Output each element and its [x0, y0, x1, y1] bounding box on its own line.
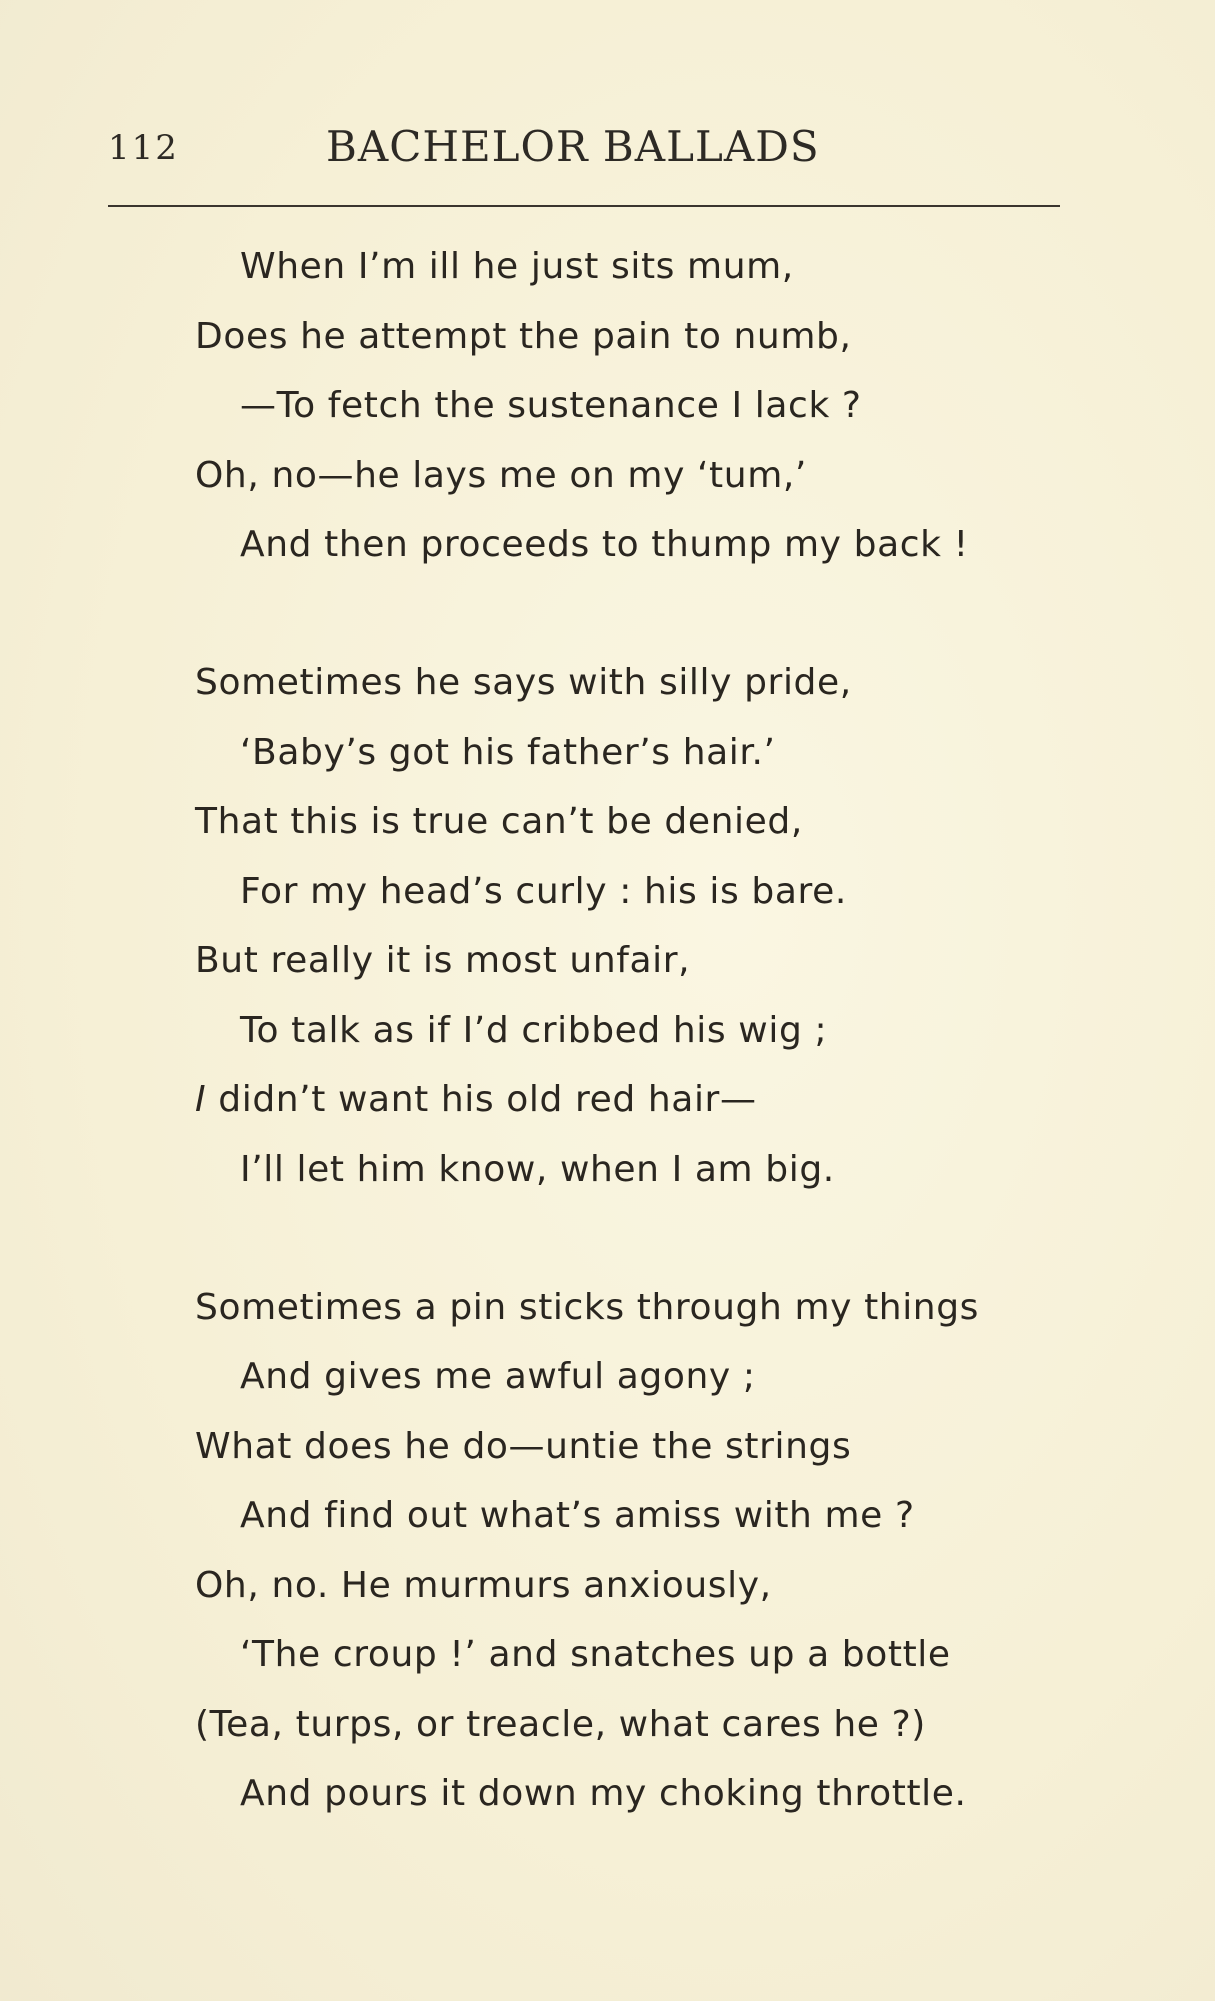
poem-line: (Tea, turps, or treacle, what cares he ?)	[195, 1704, 926, 1745]
poem-line: And then proceeds to thump my back !	[240, 524, 969, 565]
poem-line: And pours it down my choking throttle.	[240, 1773, 967, 1814]
poem-line: To talk as if I’d cribbed his wig ;	[240, 1010, 828, 1051]
poem-line: Oh, no—he lays me on my ‘tum,’	[195, 455, 807, 496]
poem-line: ‘The croup !’ and snatches up a bottle	[240, 1634, 951, 1675]
poem-line: Does he attempt the pain to numb,	[195, 316, 852, 357]
italic-pronoun: I	[195, 1079, 207, 1120]
poem-line-rest: didn’t want his old red hair—	[218, 1079, 757, 1120]
poem-line: Sometimes a pin sticks through my things	[195, 1287, 980, 1328]
poem-line	[195, 1079, 757, 1120]
poem-line: When I’m ill he just sits mum,	[240, 246, 794, 287]
header-rule	[108, 205, 1060, 207]
poem-line: ‘Baby’s got his father’s hair.’	[240, 732, 776, 773]
poem-line: That this is true can’t be denied,	[195, 801, 803, 842]
poem-line: Oh, no. He murmurs anxiously,	[195, 1565, 772, 1606]
poem-line: Sometimes he says with silly pride,	[195, 662, 852, 703]
poem-line: I’ll let him know, when I am big.	[240, 1149, 835, 1190]
poem-line: And gives me awful agony ;	[240, 1356, 756, 1397]
page-number: 112	[108, 128, 179, 168]
poem-line: But really it is most unfair,	[195, 940, 691, 981]
poem-line: What does he do—untie the strings	[195, 1426, 852, 1467]
poem-line: For my head’s curly : his is bare.	[240, 871, 847, 912]
page-header	[108, 122, 1058, 182]
running-head-title: BACHELOR BALLADS	[326, 122, 820, 171]
poem-line: —To fetch the sustenance I lack ?	[240, 385, 862, 426]
poem-line: And find out what’s amiss with me ?	[240, 1495, 915, 1536]
